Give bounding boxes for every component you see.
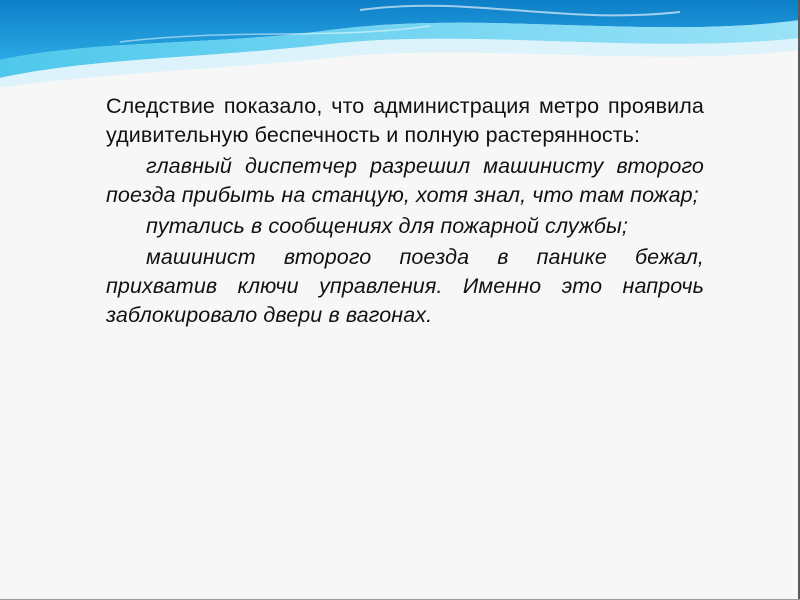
intro-paragraph: Следствие показало, что администрация метро проявила удивительную беспечность и полную растерянность: [106, 94, 704, 147]
list-item: машинист второго поезда в панике бежал, прихватив ключи управления. Именно это напрочь заблокировало двери в вагонах. [106, 245, 704, 327]
slide-body [106, 92, 704, 332]
list-item: путались в сообщениях для пожарной службы; [146, 214, 628, 238]
list-item: главный диспетчер разрешил машинисту второго поезда прибыть на станцую, хотя знал, что там пожар; [106, 154, 704, 207]
header-wave-decoration [0, 0, 800, 90]
